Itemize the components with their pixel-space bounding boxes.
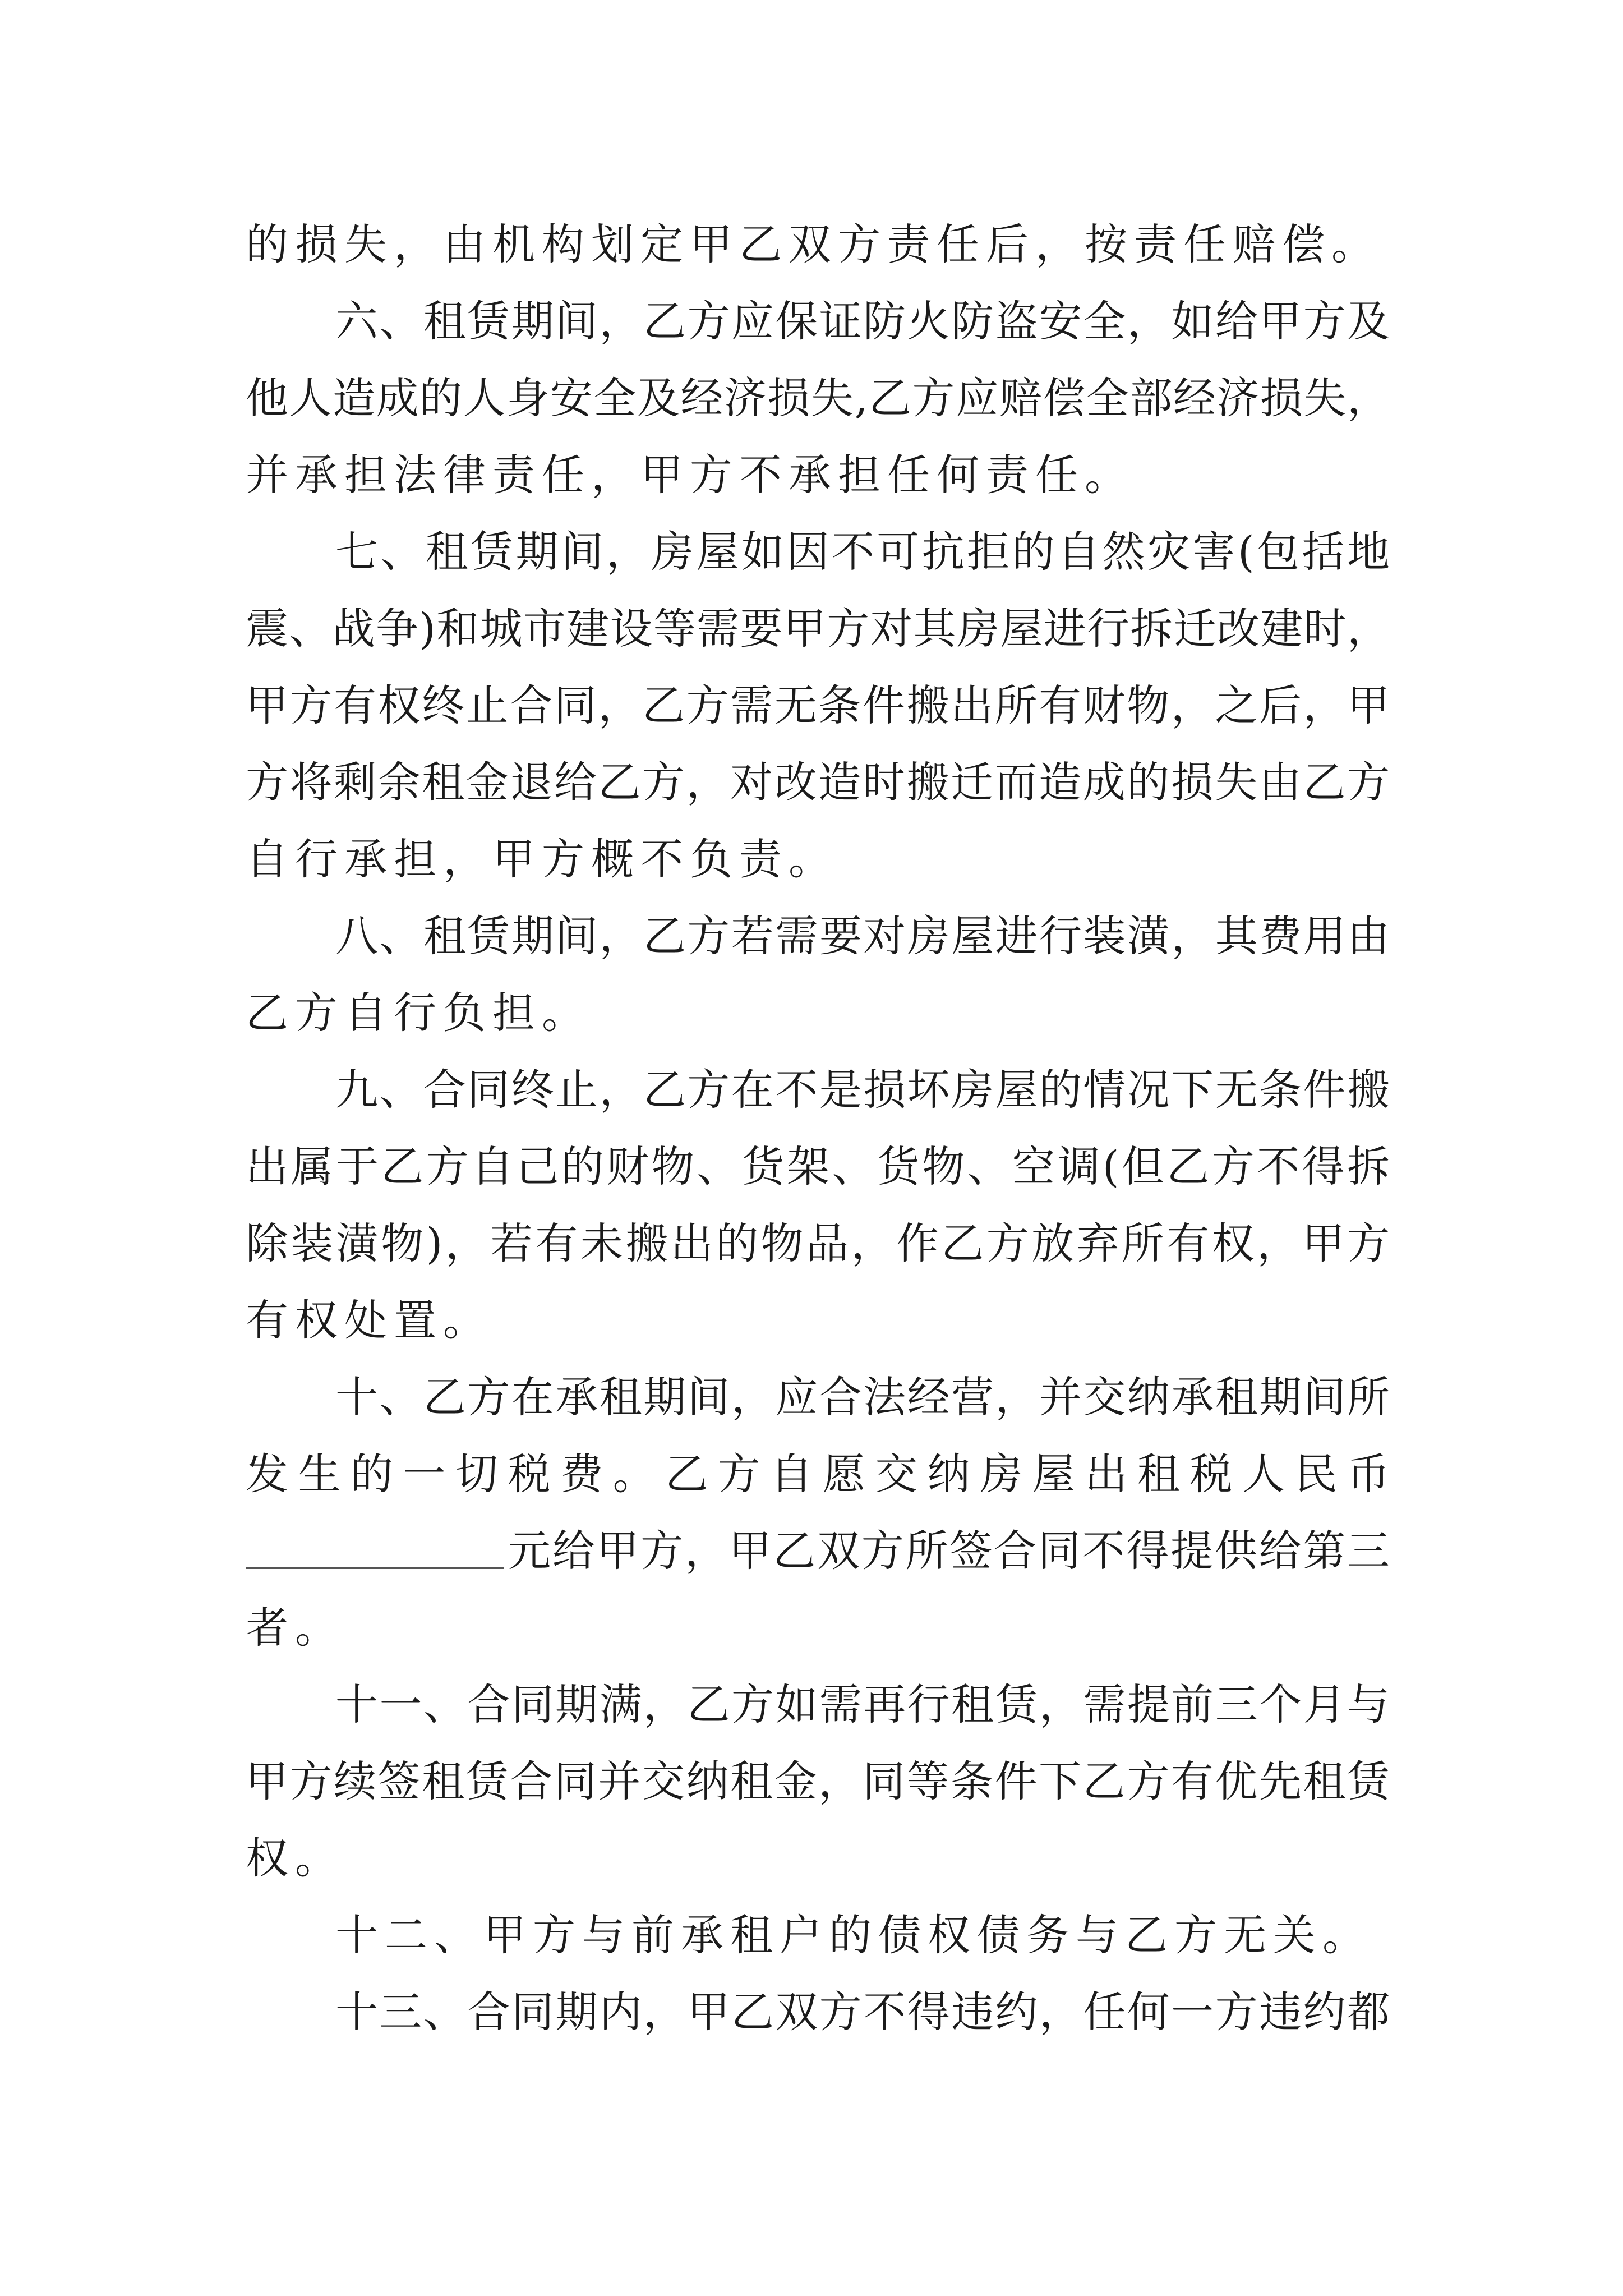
text-line: 除装潢物)，若有未搬出的物品，作乙方放弃所有权，甲方 <box>246 1218 1390 1268</box>
text-line: 权。 <box>246 1833 344 1883</box>
text-line: 乙方自行负担。 <box>246 988 591 1038</box>
text-line: 者。 <box>246 1603 344 1653</box>
text-line: 甲方有权终止合同，乙方需无条件搬出所有财物，之后，甲 <box>246 680 1390 730</box>
clause-13-heading-line: 十三、合同期内，甲乙双方不得违约，任何一方违约都 <box>335 1987 1390 2037</box>
clause-8-heading-line: 八、租赁期间，乙方若需要对房屋进行装潢，其费用由 <box>335 911 1390 961</box>
clause-7-heading-line: 七、租赁期间，房屋如因不可抗拒的自然灾害(包括地 <box>335 527 1390 577</box>
text-line: 并承担法律责任，甲方不承担任何责任。 <box>246 450 1134 500</box>
text-line: 自行承担，甲方概不负责。 <box>246 834 838 884</box>
text-line: 的损失，由机构划定甲乙双方责任后，按责任赔偿。 <box>246 219 1381 269</box>
text-line: 有权处置。 <box>246 1295 492 1345</box>
clause-9-heading-line: 九、合同终止，乙方在不是损坏房屋的情况下无条件搬 <box>335 1065 1390 1115</box>
fill-in-blank <box>246 1534 504 1569</box>
text-line: 震、战争)和城市建设等需要甲方对其房屋进行拆迁改建时， <box>246 604 1390 654</box>
clause-10-heading-line: 十、乙方在承租期间，应合法经营，并交纳承租期间所 <box>335 1372 1390 1422</box>
clause-11-heading-line: 十一、合同期满，乙方如需再行租赁，需提前三个月与 <box>335 1680 1390 1729</box>
text-line-with-blank <box>246 1512 1390 1590</box>
text-line: 发生的一切税费。乙方自愿交纳房屋出租税人民币 <box>246 1449 1390 1499</box>
text-segment: 元给甲方，甲乙双方所签合同不得提供给第三 <box>508 1526 1390 1576</box>
text-line: 出属于乙方自己的财物、货架、货物、空调(但乙方不得拆 <box>246 1142 1390 1191</box>
clause-6-heading-line: 六、租赁期间，乙方应保证防火防盗安全，如给甲方及 <box>335 296 1390 346</box>
text-line: 方将剩余租金退给乙方，对改造时搬迁而造成的损失由乙方 <box>246 757 1390 807</box>
clause-12-heading-line: 十二、甲方与前承租户的债权债务与乙方无关。 <box>335 1910 1372 1960</box>
text-line: 他人造成的人身安全及经济损失,乙方应赔偿全部经济损失， <box>246 373 1390 423</box>
text-line: 甲方续签租赁合同并交纳租金，同等条件下乙方有优先租赁 <box>246 1756 1390 1806</box>
